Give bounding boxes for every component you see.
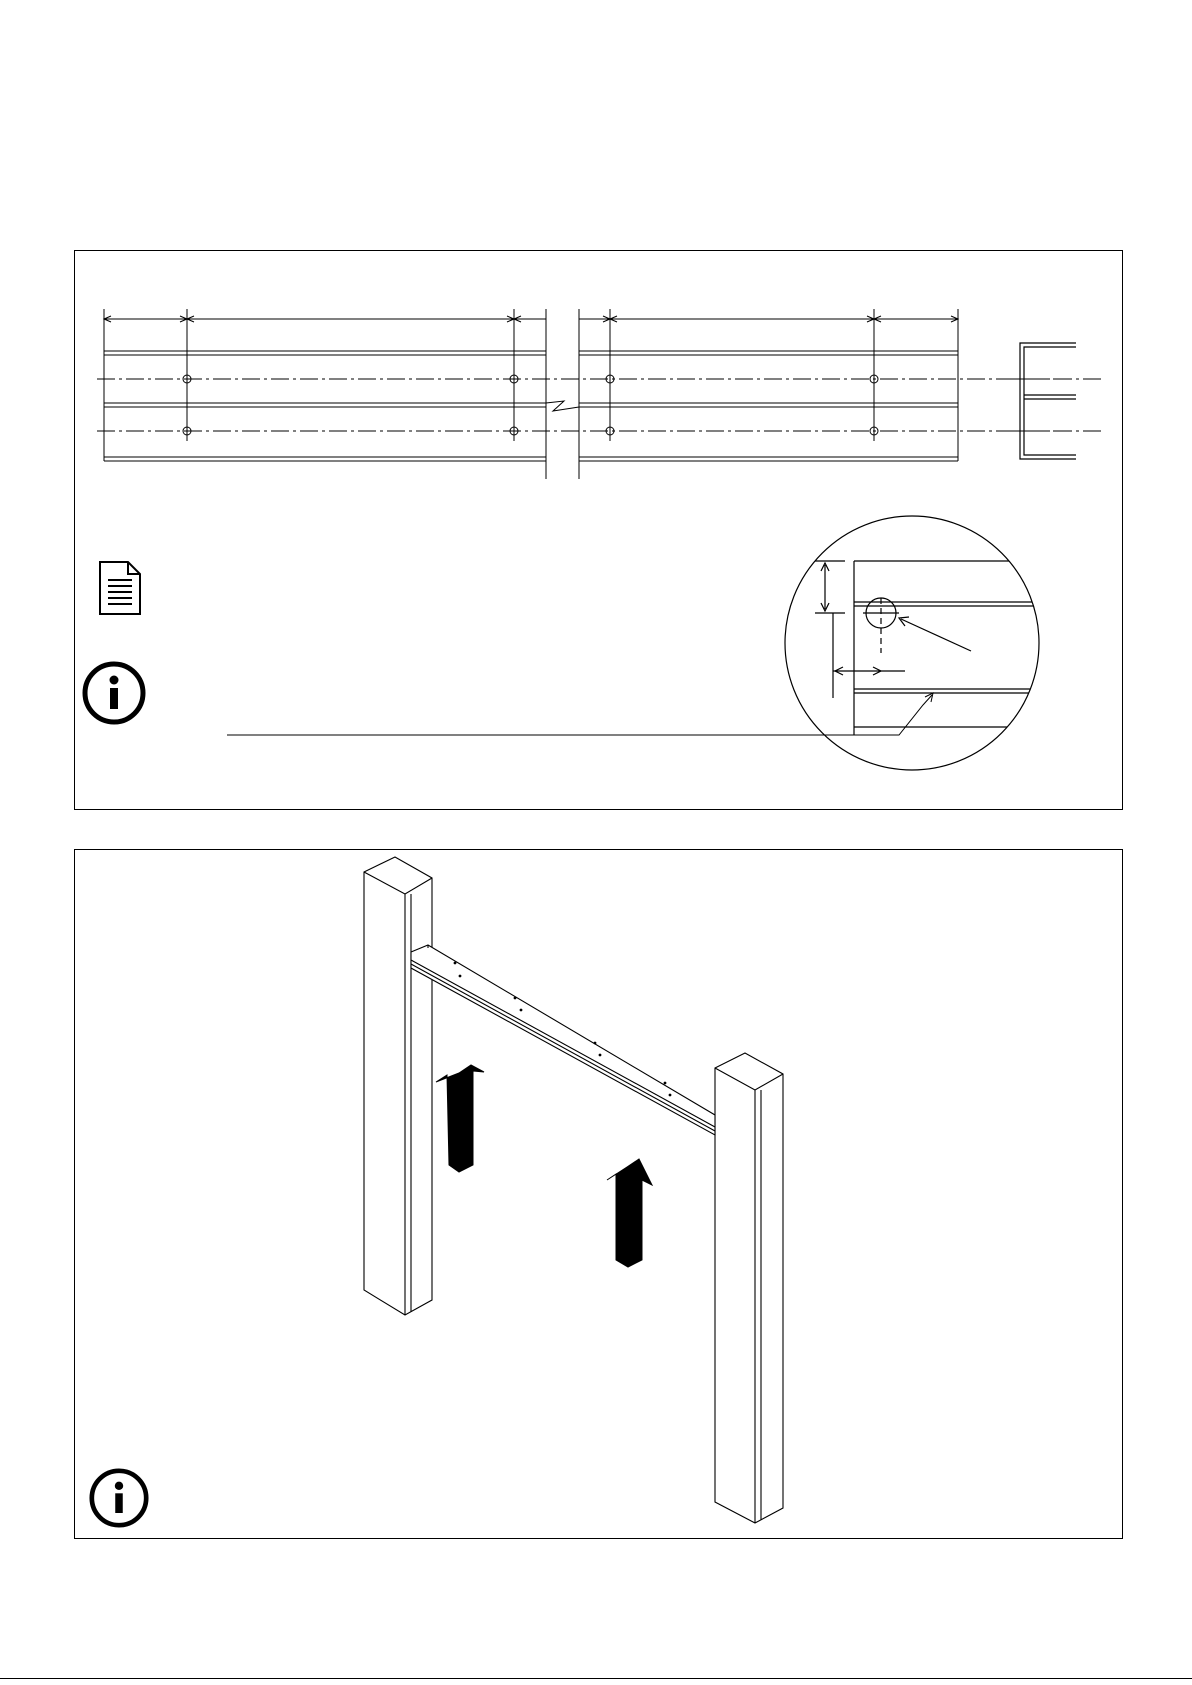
info-icon	[89, 1468, 149, 1528]
rail-mounting-panel	[74, 849, 1123, 1539]
info-icon	[82, 661, 146, 725]
posts-and-rail-assembly-drawing	[75, 850, 1122, 1538]
hole-detail-callout	[145, 515, 1045, 795]
page-footer-rule	[0, 1678, 1192, 1679]
rail-end-section-drawing	[1014, 339, 1094, 467]
lift-up-arrow-icon	[607, 1159, 652, 1267]
lift-up-arrow-icon	[436, 1065, 484, 1172]
document-icon	[98, 560, 142, 616]
rail-drilling-panel	[74, 250, 1123, 810]
